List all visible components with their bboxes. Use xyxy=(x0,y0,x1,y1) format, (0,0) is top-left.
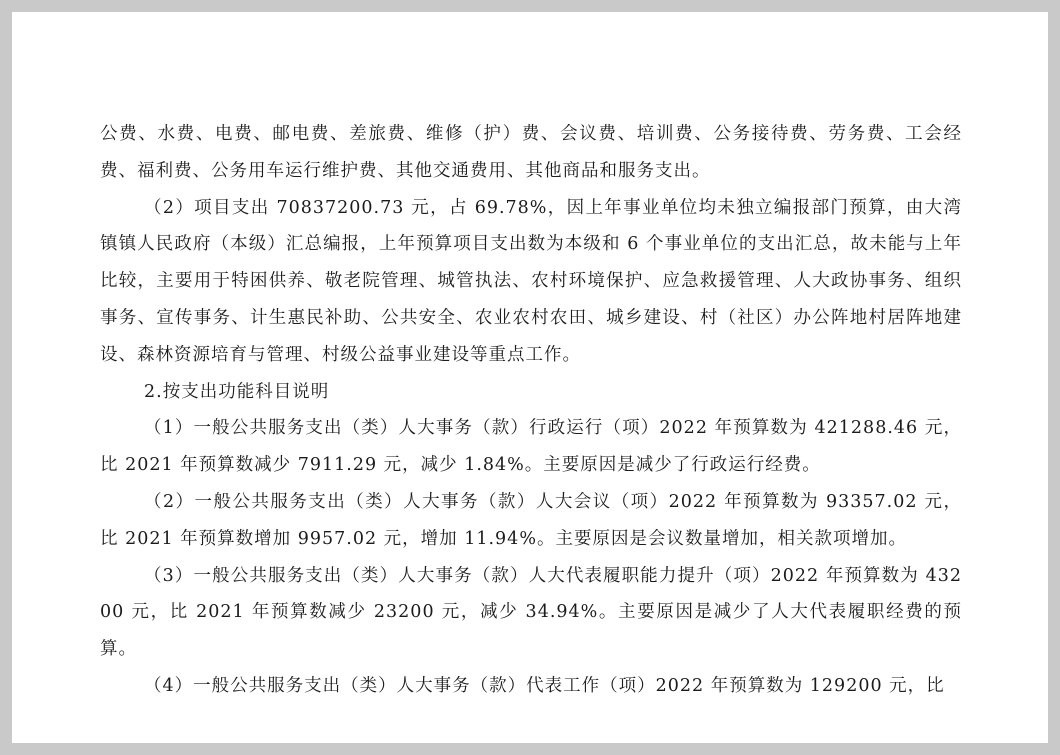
document-body xyxy=(100,116,962,705)
paragraph-item-4: （4）一般公共服务支出（类）人大事务（款）代表工作（项）2022 年预算数为 129200 元，比 xyxy=(144,675,945,696)
paragraph-item-2: （2）一般公共服务支出（类）人大事务（款）人大会议（项）2022 年预算数为 93357.02 元，比 2021 年预算数增加 9957.02 元，增加 11.94%。主要原因是会议数量增加，相关款项增加。 xyxy=(100,491,962,549)
paragraph-item-1: （1）一般公共服务支出（类）人大事务（款）行政运行（项）2022 年预算数为 421288.46 元，比 2021 年预算数减少 7911.29 元，减少 1.84%。主要原因是减少了行政运行经费。 xyxy=(100,418,962,476)
document-page xyxy=(12,12,1048,743)
paragraph-continuation: 公费、水费、电费、邮电费、差旅费、维修（护）费、会议费、培训费、公务接待费、劳务费、工会经费、福利费、公务用车运行维护费、其他交通费用、其他商品和服务支出。 xyxy=(100,124,962,181)
section-heading-function-subjects: 2.按支出功能科目说明 xyxy=(144,381,330,402)
paragraph-item-3: （3）一般公共服务支出（类）人大事务（款）人大代表履职能力提升（项）2022 年预算数为 43200 元，比 2021 年预算数减少 23200 元，减少 34.94%。主要原因是减少了人大代表履职经费的预算。 xyxy=(100,565,962,660)
paragraph-project-expenditure: （2）项目支出 70837200.73 元，占 69.78%，因上年事业单位均未独立编报部门预算，由大湾镇镇人民政府（本级）汇总编报，上年预算项目支出数为本级和 6 个事业单位的支出汇总，故未能与上年比较，主要用于特困供养、敬老院管理、城管执法、农村环境保护、应急救援管理、人大政协事务、组织事务、宣传事务、计生惠民补助、公共安全、农业农村农田、城乡建设、村（社区）办公阵地村居阵地建设、森林资源培育与管理、村级公益事业建设等重点工作。 xyxy=(100,197,962,365)
